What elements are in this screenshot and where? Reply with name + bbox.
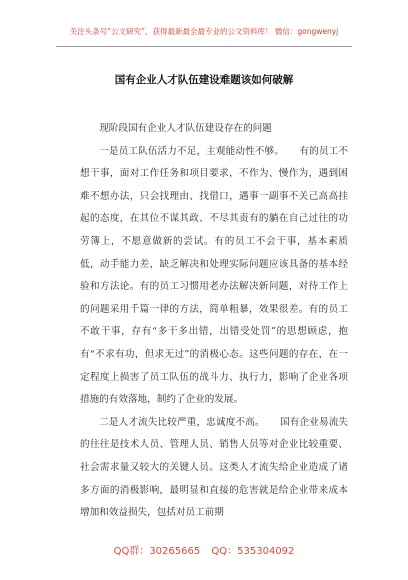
header-banner: 关注头条号“公文研究”，获得最新最全最专业的公文资料库！ 微信：gongwenyj <box>69 27 339 36</box>
paragraph-point-2 <box>80 412 348 525</box>
footer-qq-group: QQ群：30265665 <box>113 546 201 557</box>
footer-contact <box>0 542 408 557</box>
point-1-lead: 一是员工队伍活力不足，主观能动性不够。 <box>99 145 285 157</box>
header-divider <box>56 46 352 47</box>
paragraph-point-1 <box>80 141 348 412</box>
point-2-lead: 二是人才流失比较严重，忠诚度不高。 <box>99 416 265 428</box>
document-body <box>80 118 348 525</box>
footer-qq: QQ：535304092 <box>211 546 295 557</box>
document-title: 国有企业人才队伍建设难题该如何破解 <box>114 74 294 86</box>
section-heading: 现阶段国有企业人才队伍建设存在的问题 <box>99 123 272 134</box>
point-1-body: 有的员工不想干事，面对工作任务和项目要求，不作为、慢作为，遇到困难不想办法，只会找理由、找借口，遇事一副事不关己高高挂起的态度，在其位不谋其政、不尽其责有的躺在自己过往的功劳簿上，不愿意做新的尝试。有的员工不会干事，基本素质低，动手能力差，缺乏解决和处理实际问题应该具备的基本经验和方法论。有的员工习惯用老办法解决新问题，对待工作上的问题采用千篇一律的方法，简单粗暴，效果很差。有的员工不敢干事，存有“多干多出错，出错受处罚”的思想顾虑，抱有“不求有功，但求无过”的消极心态。这些问题的存在，在一定程度上损害了员工队伍的战斗力、执行力，影响了企业各项措施的有效落地，制约了企业的发展。 <box>80 145 349 406</box>
point-2-body: 国有企业易流失的往往是技术人员、管理人员、销售人员等对企业比较重要、社会需求量又较大的关键人员。这类人才流失给企业造成了诸多方面的消极影响，最明显和直接的危害就是给企业带来成本增加和效益损失，包括对员工前期 <box>80 416 349 519</box>
